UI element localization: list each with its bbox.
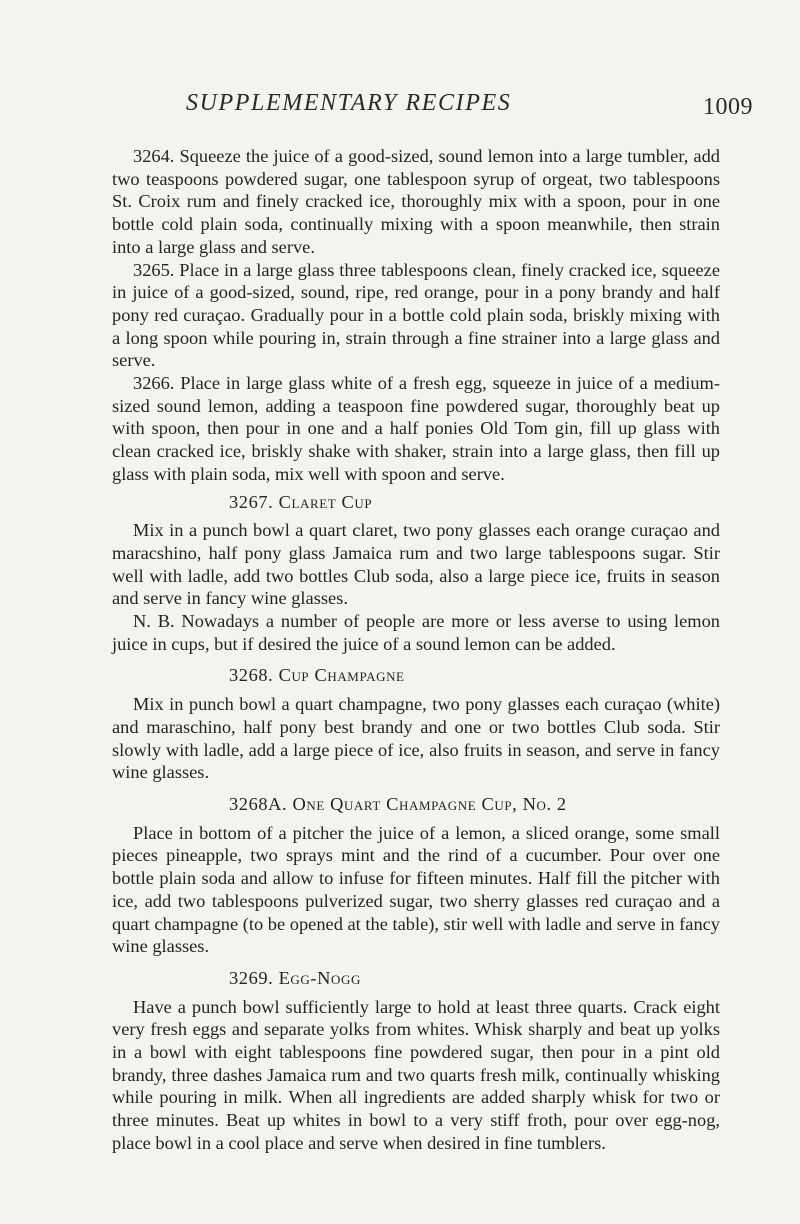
recipe-3268-text: Mix in punch bowl a quart champagne, two pony glasses each curaçao (white) and maraschino, half pony best brandy and one or two bottles Club soda. Stir slowly with ladle, add a large piece of ice, also fruits in season, and serve in fancy wine glasses. (112, 694, 720, 783)
running-head: SUPPLEMENTARY RECIPES (186, 90, 512, 116)
recipe-3264: 3264. Squeeze the juice of a good-sized, sound lemon into a large tumbler, add two teaspoons powdered sugar, one tablespoon syrup of orgeat, two tablespoons St. Croix rum and finely cracked ice, thoroughly mix with a spoon, pour in one bottle cold plain soda, continually mixing with a spoon meanwhile, then strain into a large glass and serve. (112, 146, 720, 257)
recipe-3267-heading: 3267. Claret Cup (229, 491, 373, 512)
recipe-3269-text: Have a punch bowl sufficiently large to hold at least three quarts. Crack eight very fresh eggs and separate yolks from whites. Whisk sharply and beat up yolks in a bowl with eight tablespoons fine powdered sugar, then pour in a pint old brandy, three dashes Jamaica rum and two quarts fresh milk, continually whisking while pouring in milk. When all ingredients are added sharply whisk for two or three minutes. Beat up whites in bowl to a very stiff froth, pour over egg-nog, place bowl in a cool place and serve when desired in fine tumblers. (112, 996, 720, 1153)
recipe-3268a-text: Place in bottom of a pitcher the juice of a lemon, a sliced orange, some small pieces pineapple, two sprays mint and the rind of a cucumber. Pour over one bottle plain soda and allow to infuse for fifteen minutes. Half fill the pitcher with ice, add two tablespoons pulverized sugar, two sherry glasses red curaçao and a quart champagne (to be opened at the table), stir well with ladle and serve in fancy wine glasses. (112, 822, 720, 957)
recipe-3265: 3265. Place in a large glass three tablespoons clean, finely cracked ice, squeeze in juice of a good-sized, sound, ripe, red orange, pour in a pony brandy and half pony red curaçao. Gradually pour in a bottle cold plain soda, briskly mixing with a long spoon while pouring in, strain through a fine strainer into a large glass and serve. (112, 259, 720, 371)
recipe-3268a-heading: 3268A. One Quart Champagne Cup, No. 2 (229, 793, 567, 814)
recipe-3266: 3266. Place in large glass white of a fresh egg, squeeze in juice of a medium-sized sound lemon, adding a teaspoon fine powdered sugar, thoroughly beat up with spoon, then pour in one and a half ponies Old Tom gin, fill up glass with clean cracked ice, briskly shake with shaker, strain into a large glass, then fill up glass with plain soda, mix well with spoon and serve. (112, 373, 720, 484)
recipe-3267-note: N. B. Nowadays a number of people are more or less averse to using lemon juice in cups, but if desired the juice of a sound lemon can be added. (112, 611, 720, 654)
recipe-3267-text: Mix in a punch bowl a quart claret, two pony glasses each orange curaçao and maracshino, half pony glass Jamaica rum and two large tablespoons sugar. Stir well with ladle, add two bottles Club soda, also a large piece ice, fruits in season and serve in fancy wine glasses. (112, 520, 720, 609)
recipe-3268-heading: 3268. Cup Champagne (229, 665, 405, 686)
recipe-3269-heading: 3269. Egg-Nogg (229, 967, 361, 988)
page-body (112, 145, 720, 1155)
page-number: 1009 (703, 94, 753, 120)
